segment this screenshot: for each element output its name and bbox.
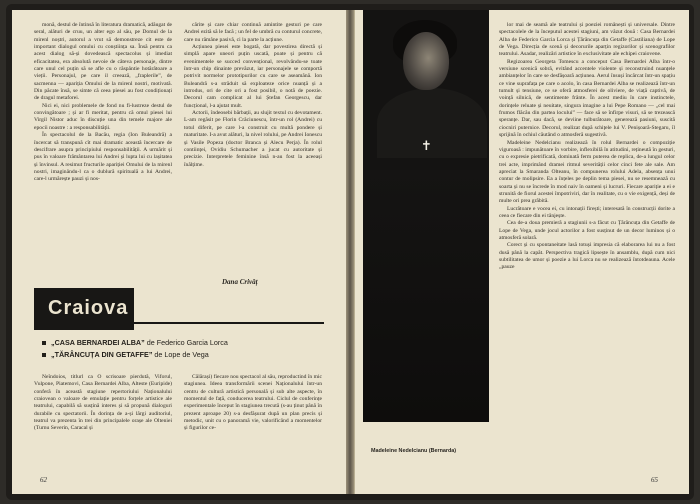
paragraph: monă, destul de întinsă în literatura dramatică, adăugat de seral, alături de cruu, un alter ego al său, pe Domul de la mirenl noștri, autorul a vrut să demonstreze cit este de important dialogul omului cu conștiința sa. Însă pentru ca acest dialog să-și dovedească spectacolus și imediat eficacitatea, era absolută nevoie de câteva personaje, dintre care unul cel puțin să se afle cu o răspântie hotărâtoare a vieții. Personajul, pe care il creează, „fraplerile”, de sacmenna — apariția Omului de la mirenl nostri, motivată. Din păcate însă, se simte că ceea piesei au fost condiționați de dragul metaforei. (34, 22, 172, 102)
right-page (354, 10, 689, 494)
paragraph: Acțiunea piesei este bogată, dar povestirea directă și simplă apare uneori puțin uscată, poate și pentru că evenimentele se succed convențional, revolvându-se toate într-un chip dinainte prevăzut, iar personajele se comportă potrivit normelor prototipurilor cu care se aseamănă. Ion Buleandră s-a străduit să exploateze orice nuanță și a introdus, ori de cite ori a fost posibil, o notă de poezie. Decorul cam complicat al lui Ștefan Georgescu, dar funcțional, l-a ajutat mult. (184, 44, 322, 109)
bullet-icon (42, 341, 46, 345)
paragraph: Corect și cu spontaneitate lasă totuși impresia că elaborarea lui nu a fost dusă până la capăt. Perspectiva tragică lipsește în ansamblu, după cum nici subtilitatea de umor și poezie a lui Lorca nu se realizează întotdeauna. Acele „pauze (499, 242, 675, 271)
play-author: de Federico Garcia Lorca (146, 338, 228, 347)
book-spread (6, 4, 694, 500)
page-number-left: 62 (40, 476, 47, 484)
left-column-1 (34, 22, 172, 274)
paragraph: lor mai de seamă ale teatrului și poeziei românești și universale. Dintre spectacolele de la începutul acestei stagiuni, am văzut două : Casa Bernardei Alba de Federico Garcia Lorca și Țărăncuța din Getaffe (Castiliana) de Lope de Vega. Direcția de scenă și decorurile aparțin regizorilor și scenografilor teatrului. Asadar, realizări artistice în exclusivitate ale echipei craiovene. (499, 22, 675, 58)
left-column-4 (184, 374, 322, 470)
page-number-right: 65 (651, 476, 658, 484)
paragraph: cărite și care chiar continuă amintite gesturi pe care Andrei ezită să le facă ; un fel de umbră cu conturul concrete, care nu rămâne pasivă, ci la parte la acțiune. (184, 22, 322, 43)
photo-figure-shoulders (377, 88, 487, 158)
photo-dark-dress (363, 170, 489, 422)
paragraph: Călărași) fiecare nou spectacol al său, reproductind în mic stagiunea. Ideea transformării scenei Naționalului într-un centru de cultură artistică personală și sub alte aspecte, în momentul de față, conducerea teatrului. Ciclul de conferințe experimentale început în stagiunea trecută (s-au ținut până în prezent aproape 20) s-a desfășurat după un plan precis și metodic, unit cu o panoramă vie, valorificând a momentelor și figurilor ce- (184, 374, 322, 432)
play-title: „CASA BERNARDEI ALBA” (51, 338, 145, 347)
right-column-1 (499, 22, 675, 470)
play-author: de Lope de Vega (154, 350, 209, 359)
photo-caption: Madeleine Nedelcianu (Bernarda) (371, 448, 457, 454)
section-title-block (34, 288, 134, 330)
paragraph: Nici ei, nici problemele de fond nu fi-lustreze destul de convingătoare ; și ar fi meritat, pentru că omul piesei lui Virgil Nistor aduc în discuție una din temele majore ale epocii noastre : a responsabilității. (34, 102, 172, 131)
play-line-1 (42, 338, 228, 347)
paragraph: Neîndoios, titlurl ca O scrisoare pierdută, Viforul, Vulpone, Piatemovi, Casa Bernardei Alba, Alteste (Euripide) conferă în această stagiune repertoriului Naționalului craiovean o valoare de emulație pentru forțele artistice ale teatrului, capabilă să susțină interes și să propună dialoguri durabile cu spectatorii. În dorința de a-și lărgi auditoriul, teatrul va prezenta în trei din principalele orașe ale Olteniei (Turnu Severin, Caracal și (34, 374, 172, 432)
title-rule (134, 322, 324, 324)
left-column-3 (34, 374, 172, 470)
paragraph: Regizoarea Georgeta Tomescu a conceput Casa Bernardei Alba într-o versiune scenică sobră, evitând accentele violente și reconstruind nuanțele ambianțelor în care se desfășoară acțiunea. Aerul însuși încărcat într-un spațiu ce vine suprafața pe care o acolo, în casa Bernardei Alba se realizează într-un tumult și tensiune, ce se oferă atmosferei de oliviere, de viață captivă, de voință silnică, de sentimente frânte. În acest mediu în care instinctele, dorințele reluate și neuitate, singura imagine a lui Pepe Romano — „cel mai frumos flăcău din partea locului” — face să se înfirpe visuri, să se trezească speranțe. Dar, sau dacă, se deviine tulburătoare, generează pasiuni, suscită ciocniri puternice. Decorul, realizat după schițele lui V. Penișoară-Stegaru, îl sprijină în ochiul căutând o atmosferă sugestivă. (499, 58, 675, 139)
paragraph: Actorii, îndeosebi bărbații, au slujit textul cu devotament. L-am regăsit pe Florin Crăciunescu, într-un rol (Andrei) cu totul diferit, pe care l-a construit cu multă pondere și maturitate. I-a avut alături, la nivel rolului, pe Andrei Ionescu și Vasile Popeza (doctor Branca și Alecu Perja). În rolul contiinței, Ovidiu Schumacher a jucat cu autoritate și precizie. Interpretele feminine însă n-au fost la aceeași înălțime. (184, 110, 322, 168)
book-gutter (346, 10, 354, 494)
cross-pendant-icon: ✝ (421, 139, 432, 154)
photo-figure-face (403, 32, 449, 90)
play-title: „TĂRÂNCUȚA DIN GETAFFE” (51, 350, 153, 359)
paragraph: Madeleine Nedelcianu realizează în rolul Bernardei o compoziție viguroasă : impunătoare în vorbire, inflexibilă în atitudini, rețineută în gesturi, cu o expresie pietrificată, dominată ferm puterea de replica, de-a lungul celor trei acte, imprimând dramei ritmul severității celor cinci fete ale sale. Am apreciat la Smaranda Olteanu, în compunerea rolului Adela, absența unui contur de molipsire. Ea a înțeles pe deplin tema piesei, nu se resemnează cu soarta și nu se încrede în mod naiv în oameni și lucruri. Fiecare apariție a ei e strunită de fiorul acestei împotriviri, dar în realitate, cu o vie exigență, deși de multe ori prea grăbită. (499, 139, 675, 205)
paragraph: Lucrătoare e vocea ei, cu intonații firești; interesată în construcții dorite a ceea ce fiecare din ei tânjește. (499, 205, 675, 219)
author-signature: Dana Crivăț (222, 278, 258, 286)
paragraph: Cea de-a doua premieră a stagiunii s-a făcut cu Țărăncuța din Getaffe de Lope de Vega, unde jocul actorilor a fost susținut de un decor luminos și o atmosferă solară. (499, 220, 675, 241)
actress-photo (363, 10, 489, 422)
left-column-2 (184, 22, 322, 270)
left-page (12, 10, 347, 494)
section-title: Craiova (48, 297, 129, 319)
paragraph: În spectacolul de la Bacău, regia (Ion Buleandră) a încercat să transpună cît mai dramatic această încercare de descifrare asupra principiului responsabilității. A urmărit și pus în valoare frământarea lui Andrei și lupta lui cu lașitatea și învinsul. A resimut fructurile apariției Omului de la mirenl nostri, imaginându-l ca o dublură spirituală a lui Andrei, care-l urmărește pauzi și nos- (34, 132, 172, 183)
play-line-2 (42, 350, 209, 359)
bullet-icon (42, 353, 46, 357)
